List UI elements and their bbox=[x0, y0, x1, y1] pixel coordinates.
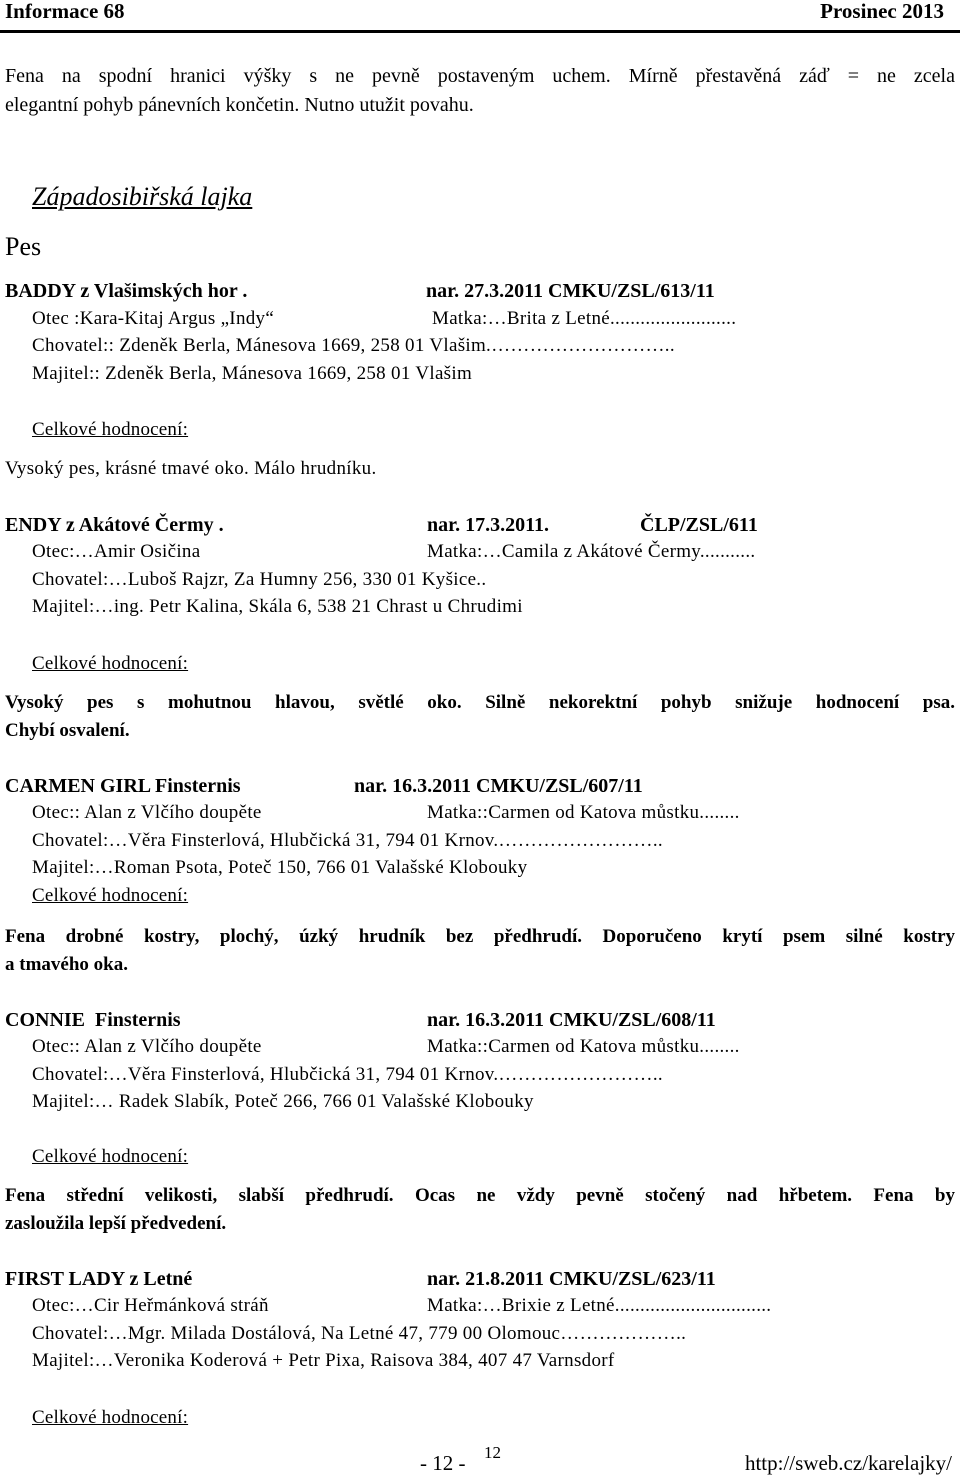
dog-registration: nar. 16.3.2011 CMKU/ZSL/607/11 bbox=[354, 775, 643, 797]
header-rule bbox=[0, 30, 960, 33]
dog-owner: Majitel:…ing. Petr Kalina, Skála 6, 538 21 Chrast u Chrudimi bbox=[32, 596, 523, 617]
dog-comment: Vysoký pes s mohutnou hlavou, světlé oko. Silně nekorektní pohyb snižuje hodnocení psa. bbox=[5, 692, 955, 713]
dog-father: Otec:: Alan z Vlčího doupěte bbox=[32, 802, 262, 823]
evaluation-label: Celkové hodnocení: bbox=[32, 419, 189, 440]
dog-comment: Vysoký pes, krásné tmavé oko. Málo hrudníku. bbox=[5, 458, 377, 479]
dog-breeder: Chovatel:…Věra Finsterlová, Hlubčická 31, 794 01 Krnov.…………………….. bbox=[32, 1064, 663, 1085]
sex-heading: Pes bbox=[5, 232, 42, 261]
dog-breeder: Chovatel:…Mgr. Milada Dostálová, Na Letné 47, 779 00 Olomouc……………….. bbox=[32, 1323, 687, 1344]
dog-name: CONNIE Finsternis bbox=[5, 1009, 181, 1031]
dog-father: Otec:: Alan z Vlčího doupěte bbox=[32, 1036, 262, 1057]
dog-name: BADDY z Vlašimských hor . bbox=[5, 280, 248, 302]
evaluation-label: Celkové hodnocení: bbox=[32, 653, 189, 674]
dog-registration: nar. 27.3.2011 CMKU/ZSL/613/11 bbox=[426, 280, 715, 302]
intro-line-1: Fena na spodní hranici výšky s ne pevně postaveným uchem. Mírně přestavěná záď = ne zcela bbox=[5, 65, 955, 87]
page-number-superscript: 12 bbox=[484, 1443, 501, 1462]
footer-url-link[interactable]: http://sweb.cz/karelajky/ bbox=[744, 1451, 952, 1475]
evaluation-label: Celkové hodnocení: bbox=[32, 885, 189, 906]
dog-registration: nar. 21.8.2011 CMKU/ZSL/623/11 bbox=[427, 1268, 716, 1290]
dog-name: CARMEN GIRL Finsternis bbox=[5, 775, 241, 797]
dog-comment: Fena střední velikosti, slabší předhrudí. Ocas ne vždy pevně stočený nad hřbetem. Fena by bbox=[5, 1185, 955, 1206]
dog-mother: Matka::Carmen od Katova můstku........ bbox=[427, 802, 740, 823]
dog-breeder: Chovatel:…Věra Finsterlová, Hlubčická 31, 794 01 Krnov.…………………….. bbox=[32, 830, 663, 851]
dog-father: Otec:…Amir Osičina bbox=[32, 541, 201, 562]
evaluation-label: Celkové hodnocení: bbox=[32, 1407, 189, 1428]
header-date: Prosinec 2013 bbox=[820, 0, 944, 23]
dog-comment-cont: a tmavého oka. bbox=[5, 954, 128, 975]
dog-mother: Matka::Carmen od Katova můstku........ bbox=[427, 1036, 740, 1057]
dog-registration: ČLP/ZSL/611 bbox=[640, 514, 758, 536]
breed-title: Západosibiřská lajka bbox=[32, 182, 253, 211]
dog-comment: Fena drobné kostry, plochý, úzký hrudník bez předhrudí. Doporučeno krytí psem silné kostry bbox=[5, 926, 955, 947]
dog-father: Otec :Kara-Kitaj Argus „Indy“ bbox=[32, 308, 275, 329]
dog-owner: Majitel:… Radek Slabík, Poteč 266, 766 01 Valašské Klobouky bbox=[32, 1091, 534, 1112]
dog-breeder: Chovatel:…Luboš Rajzr, Za Humny 256, 330 01 Kyšice.. bbox=[32, 569, 487, 590]
dog-mother: Matka:…Brixie z Letné............................... bbox=[427, 1295, 772, 1316]
dog-name: FIRST LADY z Letné bbox=[5, 1268, 193, 1290]
dog-registration: nar. 16.3.2011 CMKU/ZSL/608/11 bbox=[427, 1009, 716, 1031]
dog-birth-date: nar. 17.3.2011. bbox=[427, 514, 550, 536]
header-title: Informace 68 bbox=[5, 0, 125, 23]
dog-breeder: Chovatel:: Zdeněk Berla, Mánesova 1669, 258 01 Vlašim.……………………….. bbox=[32, 335, 675, 356]
page-number: - 12 - bbox=[420, 1451, 466, 1475]
dog-owner: Majitel:: Zdeněk Berla, Mánesova 1669, 258 01 Vlašim bbox=[32, 363, 473, 384]
dog-mother: Matka:…Brita z Letné......................... bbox=[432, 308, 737, 329]
dog-owner: Majitel:…Roman Psota, Poteč 150, 766 01 Valašské Klobouky bbox=[32, 857, 528, 878]
dog-comment-cont: zasloužila lepší předvedení. bbox=[5, 1213, 227, 1234]
dog-comment-cont: Chybí osvalení. bbox=[5, 720, 130, 741]
dog-mother: Matka:…Camila z Akátové Čermy........... bbox=[427, 541, 756, 562]
intro-line-2: elegantní pohyb pánevních končetin. Nutno utužit povahu. bbox=[5, 94, 474, 116]
dog-father: Otec:…Cir Heřmánková stráň bbox=[32, 1295, 269, 1316]
dog-name: ENDY z Akátové Čermy . bbox=[5, 514, 224, 536]
dog-owner: Majitel:…Veronika Koderová + Petr Pixa, Raisova 384, 407 47 Varnsdorf bbox=[32, 1350, 615, 1371]
evaluation-label: Celkové hodnocení: bbox=[32, 1146, 189, 1167]
